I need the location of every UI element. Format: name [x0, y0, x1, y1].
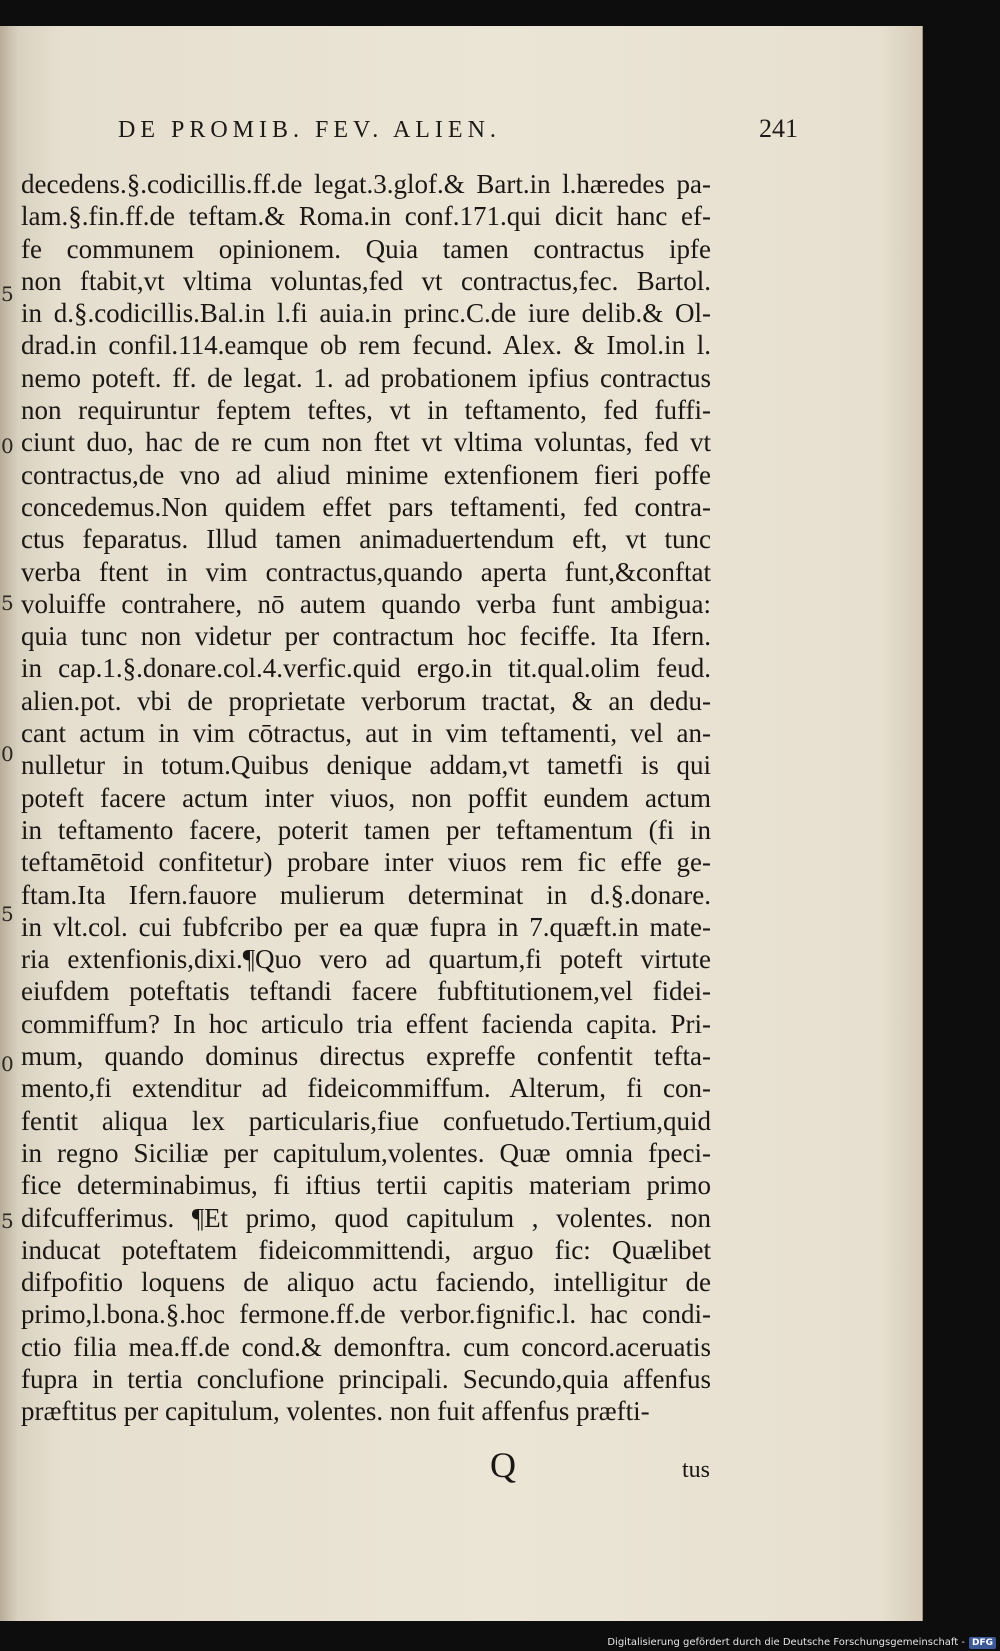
signature-mark: Q: [490, 1445, 516, 1485]
running-head: [88, 114, 868, 144]
catchword: tus: [681, 1457, 710, 1483]
text-line: non ftabit,vt vltima voluntas,fed vt contractus,fec. Bartol.: [21, 265, 711, 296]
text-line: difpofitio loquens de aliquo actu faciendo, intelligitur de: [21, 1267, 711, 1298]
text-line: commiffum? In hoc articulo tria effent facienda capita. Pri-: [21, 1008, 711, 1039]
margin-number: 0: [1, 1052, 14, 1076]
text-line: fupra in tertia conclufione principali. Secundo,quia affenfus: [21, 1363, 711, 1394]
text-line: drad.in confil.114.eamque ob rem fecund. Alex. & Imol.in l.: [21, 330, 711, 361]
margin-number: 0: [1, 434, 14, 458]
credit-text: Digitalisierung gefördert durch die Deutsche Forschungsgemeinschaft -: [607, 1637, 965, 1648]
page-number: 241: [759, 114, 798, 143]
text-line: mento,fi extenditur ad fideicommiffum. Alterum, fi con-: [21, 1073, 711, 1104]
text-line: in d.§.codicillis.Bal.in l.fi auia.in princ.C.de iure delib.& Ol-: [21, 298, 711, 329]
text-line: voluiffe contrahere, nō autem quando verba funt ambigua:: [21, 588, 711, 619]
margin-number: 5: [1, 282, 14, 306]
dfg-logo: DFG: [969, 1637, 996, 1649]
text-line: teftamētoid confitetur) probare inter viuos rem fic effe ge-: [21, 847, 711, 878]
text-line: fe communem opinionem. Quia tamen contractus ipfe: [21, 233, 711, 264]
text-line: ctus feparatus. Illud tamen animaduertendum eft, vt tunc: [21, 524, 711, 555]
digitization-credit: [0, 1634, 1000, 1651]
book-page: [0, 26, 923, 1621]
text-line: nemo poteft. ff. de legat. 1. ad probationem ipfius contractus: [21, 362, 711, 393]
text-line: contractus,de vno ad aliud minime extenfionem fieri poffe: [21, 459, 711, 490]
catchword-row: [490, 1444, 710, 1486]
text-line: inducat poteftatem fideicommittendi, arguo fic: Quælibet: [21, 1234, 711, 1265]
text-line: ria extenfionis,dixi.¶Quo vero ad quartum,fi poteft virtute: [21, 944, 711, 975]
text-line: verba ftent in vim contractus,quando aperta funt,&conftat: [21, 556, 711, 587]
margin-number: 5: [1, 591, 14, 615]
text-line: in cap.1.§.donare.col.4.verfic.quid ergo.in tit.qual.olim feud.: [21, 653, 711, 684]
text-line: in regno Siciliæ per capitulum,volentes. Quæ omnia fpeci-: [21, 1137, 711, 1168]
text-line: in vlt.col. cui fubfcribo per ea quæ fupra in 7.quæft.in mate-: [21, 911, 711, 942]
text-line: mum, quando dominus directus expreffe confentit tefta-: [21, 1041, 711, 1072]
text-line: poteft facere actum inter viuos, non poffit eundem actum: [21, 782, 711, 813]
text-line: concedemus.Non quidem effet pars teftamenti, fed contra-: [21, 491, 711, 522]
margin-line-numbers: [0, 26, 14, 1621]
text-line: eiufdem poteftatis teftandi facere fubftitutionem,vel fidei-: [21, 976, 711, 1007]
text-line: ciunt duo, hac de re cum non ftet vt vltima voluntas, fed vt: [21, 427, 711, 458]
text-line: lam.§.fin.ff.de teftam.& Roma.in conf.171.qui dicit hanc ef-: [21, 201, 711, 232]
text-line: ftam.Ita Ifern.fauore mulierum determinat in d.§.donare.: [21, 879, 711, 910]
text-line: ctio filia mea.ff.de cond.& demonftra. cum concord.aceruatis: [21, 1331, 711, 1362]
text-line: difcufferimus. ¶Et primo, quod capitulum , volentes. non: [21, 1202, 711, 1233]
text-line: fice determinabimus, fi iftius tertii capitis materiam primo: [21, 1170, 711, 1201]
margin-number: 5: [1, 902, 14, 926]
running-title: DE PROMIB. FEV. ALIEN.: [118, 117, 501, 143]
text-line: primo,l.bona.§.hoc fermone.ff.de verbor.fignific.l. hac condi-: [21, 1299, 711, 1330]
text-line: præftitus per capitulum, volentes. non fuit affenfus præfti-: [21, 1396, 650, 1427]
text-line: cant actum in vim cōtractus, aut in vim teftamenti, vel an-: [21, 718, 711, 749]
margin-number: 5: [1, 1209, 14, 1233]
margin-number: 0: [1, 742, 14, 766]
text-line: decedens.§.codicillis.ff.de legat.3.glof.& Bart.in l.hæredes pa-: [21, 169, 711, 199]
text-line: in teftamento facere, poterit tamen per teftamentum (fi in: [21, 814, 711, 845]
text-line: fentit aliqua lex particularis,fiue confuetudo.Tertium,quid: [21, 1105, 711, 1136]
text-line: nulletur in totum.Quibus denique addam,vt tametfi is qui: [21, 750, 711, 781]
text-line: alien.pot. vbi de proprietate verborum tractat, & an dedu-: [21, 685, 711, 716]
body-text: [21, 168, 711, 1428]
text-line: quia tunc non videtur per contractum hoc feciffe. Ita Ifern.: [21, 621, 711, 652]
text-line: non requiruntur feptem teftes, vt in teftamento, fed fuffi-: [21, 395, 711, 426]
